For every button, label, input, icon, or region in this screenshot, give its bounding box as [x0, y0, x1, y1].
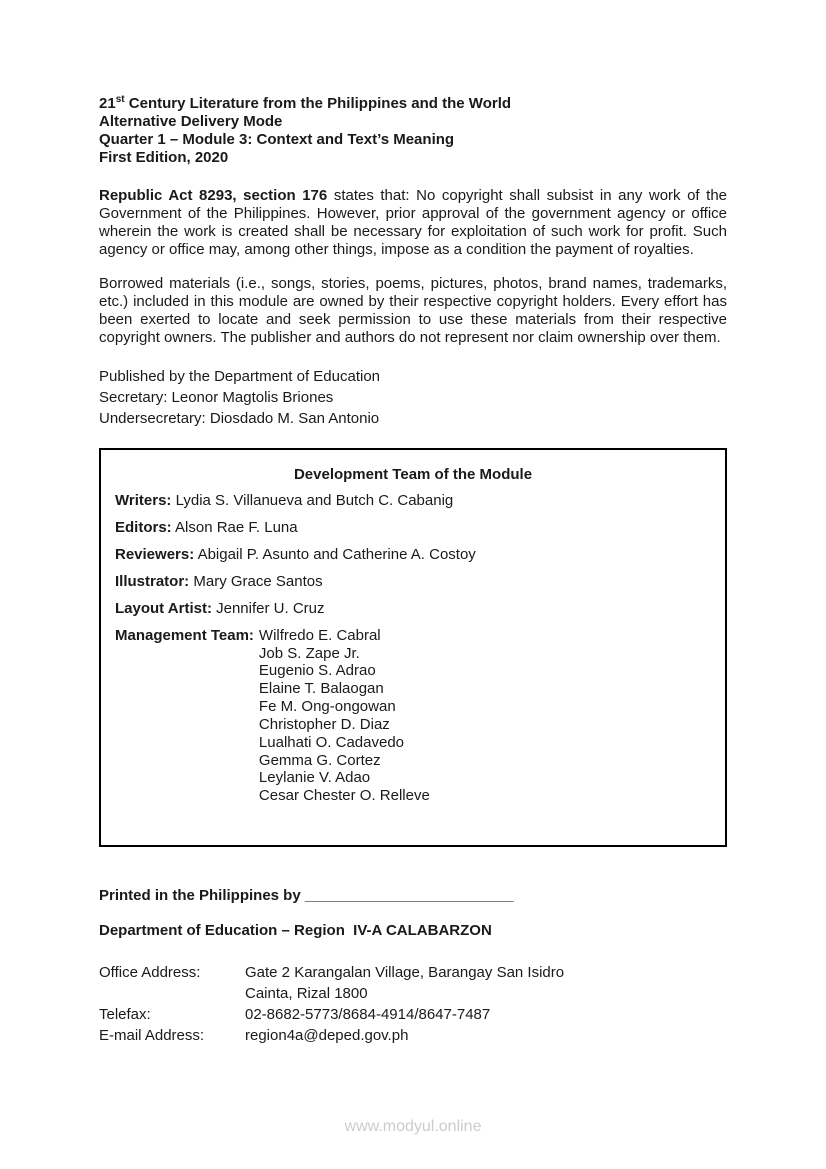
- team-role-value: Abigail P. Asunto and Catherine A. Costoy: [197, 546, 476, 564]
- management-member: Christopher D. Diaz: [258, 715, 390, 733]
- copyright-act-lead: Republic Act 8293, section 176: [99, 187, 328, 204]
- management-member: Wilfredo E. Cabral: [258, 626, 381, 644]
- management-member: Leylanie V. Adao: [258, 769, 371, 787]
- contact-value-line: Cainta, Rizal 1800: [245, 984, 368, 1002]
- contact-values: [245, 1004, 727, 1025]
- management-member: Eugenio S. Adrao: [258, 662, 376, 680]
- team-role-label: Writers:: [115, 492, 172, 510]
- development-team-box: [99, 448, 727, 848]
- management-member: Fe M. Ong-ongowan: [258, 698, 396, 716]
- undersecretary-line: Undersecretary: Diosdado M. San Antonio: [99, 410, 380, 428]
- contact-label: Telefax:: [99, 1005, 151, 1023]
- team-row-editors: [115, 519, 711, 537]
- module-subtitle-quarter: Quarter 1 – Module 3: Context and Text’s Meaning: [99, 131, 455, 148]
- management-member: Lualhati O. Cadavedo: [258, 733, 405, 751]
- publisher-block: [99, 366, 727, 430]
- module-subtitle-edition: First Edition, 2020: [99, 149, 229, 166]
- printed-label: Printed in the Philippines by: [99, 887, 301, 905]
- copyright-paragraph-1: [99, 187, 727, 258]
- contact-value-line: Gate 2 Karangalan Village, Barangay San Isidro: [245, 963, 565, 981]
- module-title-rest: Century Literature from the Philippines and the World: [128, 95, 512, 112]
- team-row-reviewers: [115, 546, 711, 564]
- team-role-value: Mary Grace Santos: [193, 573, 323, 591]
- management-team-names: [259, 627, 430, 805]
- team-role-label: Editors:: [115, 519, 172, 537]
- team-row-writers: [115, 492, 711, 510]
- copyright-paragraph-2: Borrowed materials (i.e., songs, stories, poems, pictures, photos, brand names, trademarks, etc.) included in this module are owned by their respective copyright holders. Every effort has been exerted to locate and seek permission to use these materials from their respective copyright owners. The publisher and authors do not represent nor claim ownership over them.: [99, 275, 727, 346]
- department-region-line: Department of Education – Region IV-A CALABARZON: [99, 921, 492, 939]
- contact-row-office-address: [99, 962, 727, 1004]
- watermark-text: www.modyul.online: [344, 1118, 482, 1135]
- secretary-line: Secretary: Leonor Magtolis Briones: [99, 389, 334, 407]
- contact-label: Office Address:: [99, 963, 201, 981]
- publisher-line: Published by the Department of Education: [99, 367, 381, 385]
- team-row-layout-artist: [115, 600, 711, 618]
- team-role-value: Alson Rae F. Luna: [175, 519, 298, 537]
- printed-blank-line: _________________________: [304, 887, 514, 905]
- contact-row-email: [99, 1025, 727, 1046]
- module-title-superscript: st: [115, 94, 125, 105]
- management-member: Cesar Chester O. Relleve: [258, 787, 430, 805]
- contact-row-telefax: [99, 1004, 727, 1025]
- management-member: Gemma G. Cortez: [258, 751, 381, 769]
- contact-values: [245, 1025, 727, 1046]
- team-role-value: Jennifer U. Cruz: [216, 599, 325, 617]
- contact-value-line: region4a@deped.gov.ph: [245, 1026, 409, 1044]
- copyright-act-text: states that: No copyright shall subsist in any work of the Government of the Philippines. However, prior approval of the government agency or office wherein the work is created shall be necessary for exploitation of such work for profit. Such agency or office may, among other things, impose as a condition the payment of royalties.: [99, 187, 728, 258]
- team-row-illustrator: [115, 573, 711, 591]
- management-member: Job S. Zape Jr.: [258, 644, 360, 662]
- management-team-row: [115, 627, 711, 805]
- team-role-label: Layout Artist:: [115, 599, 212, 617]
- module-subtitle-delivery-mode: Alternative Delivery Mode: [99, 113, 283, 130]
- team-role-label: Illustrator:: [115, 573, 190, 591]
- management-member: Elaine T. Balaogan: [258, 680, 384, 698]
- team-role-value: Lydia S. Villanueva and Butch C. Cabanig: [175, 492, 454, 510]
- contact-values: [245, 962, 727, 1004]
- printed-in-philippines-line: [99, 887, 727, 905]
- module-title: [99, 95, 727, 113]
- management-team-label: Management Team:: [115, 626, 254, 644]
- development-team-title: Development Team of the Module: [293, 465, 533, 483]
- contact-value-line: 02-8682-5773/8684-4914/8647-7487: [245, 1005, 491, 1023]
- module-title-prefix: 21: [99, 95, 116, 112]
- page-content: [99, 95, 727, 1046]
- module-title-block: [99, 95, 727, 167]
- contact-label: E-mail Address:: [99, 1026, 205, 1044]
- contact-info-block: [99, 962, 727, 1046]
- team-role-label: Reviewers:: [115, 546, 195, 564]
